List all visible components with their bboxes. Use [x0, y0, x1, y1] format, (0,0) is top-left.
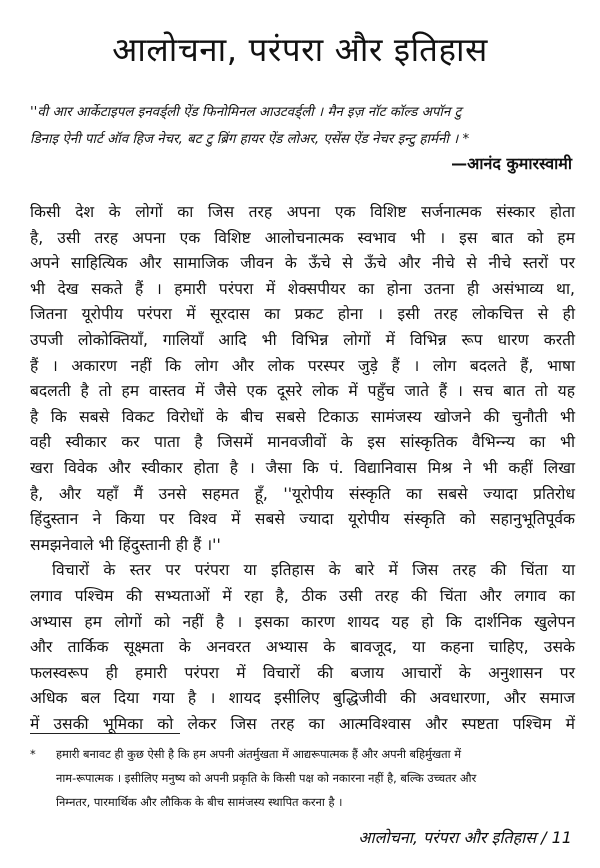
body-line: हिंदुस्तान ने किया पर विश्व में सबसे ज्यादा यूरोपीय संस्कृति को सहानुभूतिपूर्वक — [30, 510, 575, 529]
body-line: बदलती है तो हम वास्तव में जैसे एक दूसरे लोक में पहुँच जाते हैं । सच बात तो यह — [30, 382, 575, 401]
body-line: किसी देश के लोगों का जिस तरह अपना एक विशिष्ट सर्जनात्मक संस्कार होता — [30, 203, 575, 221]
body-line: अपने साहित्यिक और सामाजिक जीवन के ऊँचे से ऊँचे और नीचे से नीचे स्तरों पर — [30, 254, 575, 273]
body-line: लगाव पश्चिम की सभ्यताओं में रहा है, ठीक उसी तरह की चिंता और लगाव का — [30, 586, 575, 605]
footnote — [30, 742, 575, 814]
body-line: उपजी लोकोक्तियाँ, गालियाँ आदि भी विभिन्न लोगों में विभिन्न रूप धारण करती — [30, 330, 575, 349]
body-line: समझनेवाले भी हिंदुस्तानी ही हैं ।'' — [30, 535, 221, 554]
epigraph-quote — [30, 99, 575, 153]
footnote-marker: * — [30, 747, 36, 761]
body-line: है, उसी तरह अपना एक विशिष्ट आलोचनात्मक स्वभाव भी । इस बात को हम — [30, 228, 575, 247]
body-line: खरा विवेक और स्वीकार होता है । जैसा कि पं. विद्यानिवास मिश्र ने भी कहीं लिखा — [30, 458, 575, 477]
running-footer: आलोचना, परंपरा और इतिहास / 11 — [358, 828, 572, 847]
body-line: अभ्यास हम लोगों को नहीं है । इसका कारण शायद यह हो कि दार्शनिक खुलेपन — [30, 612, 575, 631]
body-line: वही स्वीकार कर पाता है जिसमें मानवजीवों के इस सांस्कृतिक वैभिन्न्य का भी — [30, 433, 575, 452]
body-line: और तार्किक सूक्ष्मता के अनवरत अभ्यास के बावजूद, या कहना चाहिए, उसके — [30, 638, 575, 657]
body-line: है, और यहाँ मैं उनसे सहमत हूँ, ''यूरोपीय संस्कृति का सबसे ज्यादा प्रतिरोध — [30, 484, 575, 503]
body-line: में उसकी भूमिका को लेकर जिस तरह का आत्मविश्वास और स्पष्टता पश्चिम में — [30, 714, 575, 733]
epigraph-line: डिनाइ ऐनी पार्ट ऑव हिज नेचर, बट टु ब्रिंग हायर ऐंड लोअर, एसेंस ऐंड नेचर इन्टु हार्मनी । * — [30, 132, 470, 147]
body-text — [30, 200, 575, 737]
footnote-text: हमारी बनावट ही कुछ ऐसी है कि हम अपनी अंतर्मुखता में आद्यरूपात्मक हैं और अपनी बहिर्मुखता में — [56, 747, 462, 761]
body-line: विचारों के स्तर पर परंपरा या इतिहास के बारे में जिस तरह की चिंता या — [52, 561, 575, 580]
chapter-title: आलोचना, परंपरा और इतिहास — [112, 30, 488, 69]
epigraph-line: ''वी आर आर्केटाइपल इनवर्ड्ली ऐंड फिनोमिनल आउटवर्ड्ली । मैन इज़ नॉट कॉल्ड अपॉन टु — [30, 105, 462, 120]
footnote-line: नाम-रूपात्मक । इसीलिए मनुष्य को अपनी प्रकृति के किसी पक्ष को नकारना नहीं है, बल्कि उच्चतर और — [56, 771, 477, 785]
body-line: अधिक बल दिया गया है । शायद इसीलिए बुद्धिजीवी की अवधारणा, और समाज — [30, 689, 575, 708]
footnote-line: निम्नतर, पारमार्थिक और लौकिक के बीच सामंजस्य स्थापित करना है । — [56, 795, 343, 809]
body-line: फलस्वरूप ही हमारी परंपरा में विचारों की बजाय आचारों के अनुशासन पर — [30, 663, 575, 682]
body-line: हैं । अकारण नहीं कि लोग और लोक परस्पर जुड़े हैं । लोग बदलते हैं, भाषा — [30, 356, 575, 375]
body-line: भी देख सकते हैं । हमारी परंपरा में शेक्सपीयर का होना उतना ही असंभाव्य था, — [30, 279, 575, 298]
body-line: है कि सबसे विकट विरोधों के बीच सबसे टिकाऊ सामंजस्य खोजने की चुनौती भी — [30, 407, 575, 426]
epigraph-attribution: —आनंद कुमारस्वामी — [451, 154, 572, 173]
body-line: जितना यूरोपीय परंपरा में सूरदास का प्रकट होना । इसी तरह लोकचित्त से ही — [30, 305, 575, 324]
footnote-line — [30, 742, 575, 766]
footnote-divider — [30, 733, 180, 734]
